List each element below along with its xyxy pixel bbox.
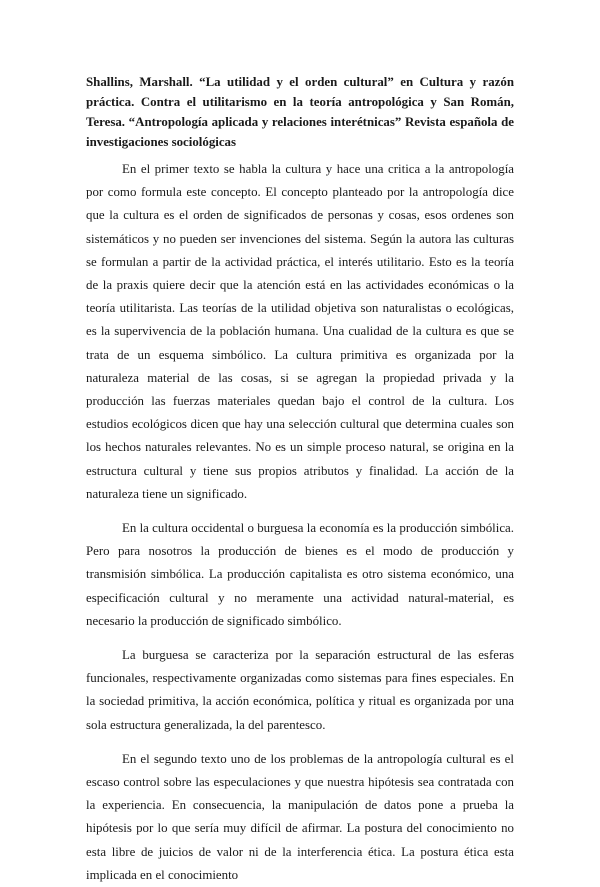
paragraph-2: En la cultura occidental o burguesa la economía es la producción simbólica. Pero para nosotros la producción de bienes es el modo de producción y transmisión simbólica. La producción capitalista es otro sistema económico, una especificación cultural y no meramente una actividad natural-material, es necesario la producción de significado simbólico.	[86, 521, 514, 628]
paragraph-3: La burguesa se caracteriza por la separación estructural de las esferas funcionales, respectivamente organizadas como sistemas para fines especiales. En la sociedad primitiva, la acción económica, política y ritual es organizada por una sola estructura generalizada, la del parentesco.	[86, 648, 514, 732]
paragraph-1: En el primer texto se habla la cultura y hace una critica a la antropología por como formula este concepto. El concepto planteado por la antropología dice que la cultura es el orden de significados de personas y cosas, esos ordenes son sistemáticos y no pueden ser invenciones del sistema. Según la autora las culturas se formulan a partir de la actividad práctica, el interés utilitario. Esto es la teoría de la praxis quiere decir que la atención está en las actividades económicas o la teoría utilitarista. Las teorías de la utilidad objetiva son naturalistas o ecológicas, es la supervivencia de la población humana. Una cualidad de la cultura es que se trata de un esquema simbólico. La cultura primitiva es organizada por la naturaleza material de las cosas, si se agregan la propiedad privada y la producción las fuerzas materiales quedan bajo el control de la cultura. Los estudios ecológicos dicen que hay una selección cultural que determina cuales son los hechos naturales relevantes. No es un simple proceso natural, se origina en la estructura cultural y tiene sus propios atributos y finalidad. La acción de la naturaleza tiene un significado.	[86, 162, 514, 501]
document-heading: Shallins, Marshall. “La utilidad y el orden cultural” en Cultura y razón práctica. Contra el utilitarismo en la teoría antropológica y San Román, Teresa. “Antropología aplicada y relaciones interétnicas” Revista española de investigaciones sociológicas	[86, 75, 514, 149]
paragraph-4: En el segundo texto uno de los problemas de la antropología cultural es el escaso control sobre las especulaciones y que nuestra hipótesis sea contratada con la experiencia. En consecuencia, la manipulación de datos pone a prueba la hipótesis por lo que sería muy difícil de afirmar. La postura del conocimiento no esta libre de juicios de valor ni de la interferencia ética. La postura ética esta implicada en el conocimiento	[86, 751, 514, 882]
